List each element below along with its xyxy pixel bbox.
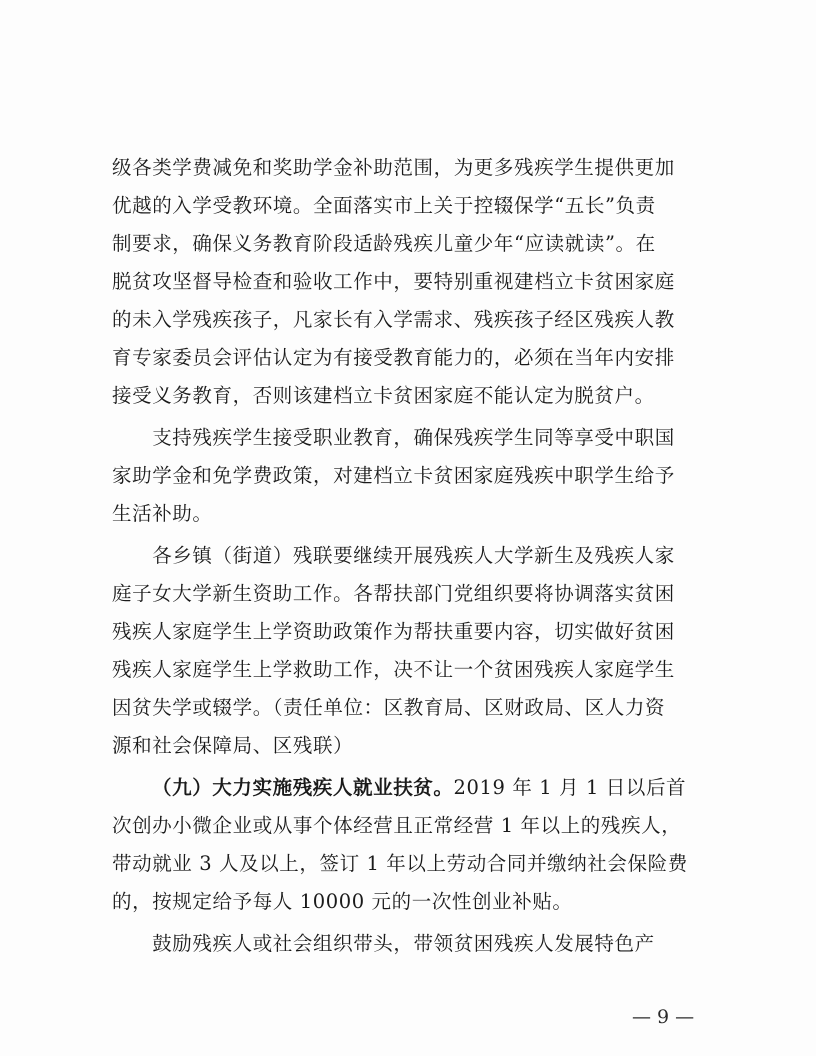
page-number: — 9 —: [632, 1006, 695, 1028]
section-heading-rest: 2019 年 1 月 1 日以后首: [453, 776, 687, 799]
body-text-line: 优越的入学受教环境。全面落实市上关于控辍保学“五长”负责: [112, 194, 656, 217]
body-text-line: 生活补助。: [112, 502, 213, 525]
body-text-line: 次创办小微企业或从事个体经营且正常经营 1 年以上的残疾人，: [112, 814, 682, 837]
body-text-line: 制要求，确保义务教育阶段适龄残疾儿童少年“应读就读”。在: [112, 232, 656, 255]
body-text-line: 的，按规定给予每人 10000 元的一次性创业补贴。: [112, 890, 573, 913]
body-text-line: 级各类学费减免和奖助学金补助范围，为更多残疾学生提供更加: [112, 156, 675, 179]
body-text-line: 残疾人家庭学生上学资助政策作为帮扶重要内容，切实做好贫困: [112, 620, 675, 643]
body-text-line: 接受义务教育，否则该建档立卡贫困家庭不能认定为脱贫户。: [112, 384, 655, 407]
body-text-line: 因贫失学或辍学。（责任单位：区教育局、区财政局、区人力资: [112, 696, 666, 719]
body-text-line: 支持残疾学生接受职业教育，确保残疾学生同等享受中职国: [112, 426, 675, 449]
section-heading: （九）大力实施残疾人就业扶贫。: [152, 776, 454, 799]
body-text-line: 鼓励残疾人或社会组织带头，带领贫困残疾人发展特色产: [112, 932, 655, 955]
body-text-line: 源和社会保障局、区残联）: [112, 734, 354, 757]
section-heading-line: [112, 774, 712, 802]
body-text-line: 的未入学残疾孩子，凡家长有入学需求、残疾孩子经区残疾人教: [112, 308, 675, 331]
body-text-line: 家助学金和免学费政策，对建档立卡贫困家庭残疾中职学生给予: [112, 464, 675, 487]
body-text-line: 带动就业 3 人及以上，签订 1 年以上劳动合同并缴纳社会保险费: [112, 852, 688, 875]
body-text-line: 残疾人家庭学生上学救助工作，决不让一个贫困残疾人家庭学生: [112, 658, 675, 681]
body-text-line: 脱贫攻坚督导检查和验收工作中，要特别重视建档立卡贫困家庭: [112, 270, 675, 293]
body-text-line: 各乡镇（街道）残联要继续开展残疾人大学新生及残疾人家: [112, 544, 675, 567]
body-text-line: 育专家委员会评估认定为有接受教育能力的，必须在当年内安排: [112, 346, 675, 369]
body-text-line: 庭子女大学新生资助工作。各帮扶部门党组织要将协调落实贫困: [112, 582, 675, 605]
